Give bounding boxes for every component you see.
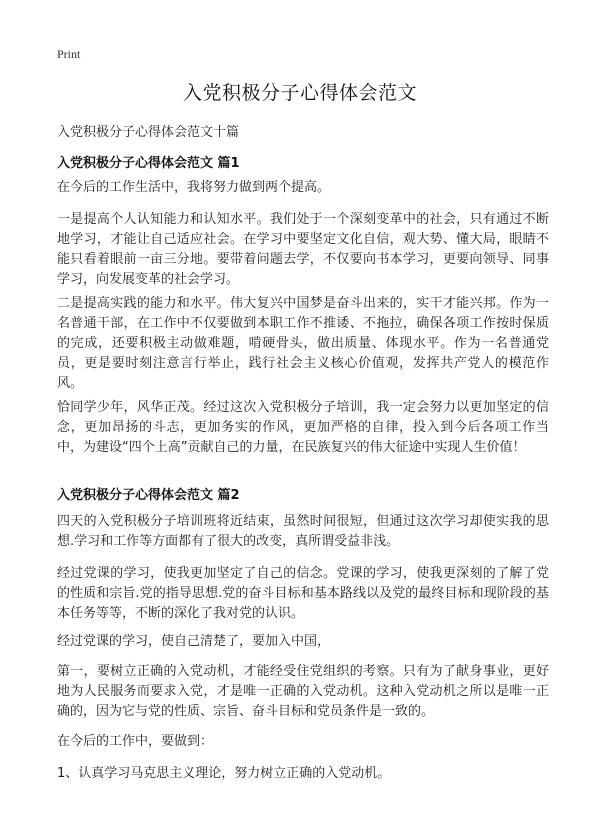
section-heading: 入党积极分子心得体会范文 篇2	[57, 488, 240, 503]
document-subtitle: 入党积极分子心得体会范文十篇	[57, 125, 240, 140]
paragraph: 二是提高实践的能力和水平。伟大复兴中国梦是奋斗出来的，实干才能兴邦。作为一名普通干部，在工作中不仅要做到本职工作不推诿、不拖拉，确保各项工作按时保质的完成，还要积极主动做难题，啃硬骨头，做出质量、体现水平。作为一名普通党员，更是要时刻注意言行举止，践行社会主义核心价值观，发挥共产党人的模范作风。	[57, 296, 549, 391]
paragraph: 一是提高个人认知能力和认知水平。我们处于一个深刻变革中的社会，只有通过不断地学习，才能让自己适应社会。在学习中要坚定文化自信，观大势、懂大局，眼睛不能只看着眼前一亩三分地。要带着问题去学，不仅要向书本学习，更要向领导、同事学习，向发展变革的社会学习。	[57, 212, 549, 287]
paragraph: 1、认真学习马克思主义理论，努力树立正确的入党动机。	[57, 766, 391, 781]
paragraph: 四天的入党积极分子培训班将近结束，虽然时间很短，但通过这次学习却使实我的思想.学习和工作等方面都有了很大的改变，真所谓受益非浅。	[57, 514, 549, 549]
paragraph: 第一，要树立正确的入党动机，才能经受住党组织的考察。只有为了献身事业，更好地为人民服务而要求入党，才是唯一正确的入党动机。这种入党动机之所以是唯一正确的，因为它与党的性质、宗旨、奋斗目标和党员条件是一致的。	[57, 664, 549, 719]
paragraph: 在今后的工作生活中，我将努力做到两个提高。	[57, 180, 331, 195]
paragraph: 经过党课的学习，使我更加坚定了自己的信念。党课的学习，使我更深刻的了解了党的性质和宗旨.党的指导思想.党的奋斗目标和基本路线以及党的最终目标和现阶段的基本任务等等，不断的深化了我对党的认识。	[57, 566, 549, 621]
print-link[interactable]: Print	[57, 47, 81, 61]
paragraph: 恰同学少年，风华正茂。经过这次入党积极分子培训，我一定会努力以更加坚定的信念，更加昂扬的斗志，更加务实的作风，更加严格的自律，投入到今后各项工作当中，为建设“四个上高”贡献自己的力量，在民族复兴的伟大征途中实现人生价值！	[57, 400, 549, 455]
paragraph: 在今后的工作中，要做到：	[57, 734, 214, 749]
paragraph: 经过党课的学习，使自己清楚了，要加入中国，	[57, 634, 331, 649]
document-title: 入党积极分子心得体会范文	[182, 82, 417, 104]
section-heading: 入党积极分子心得体会范文 篇1	[57, 156, 240, 171]
